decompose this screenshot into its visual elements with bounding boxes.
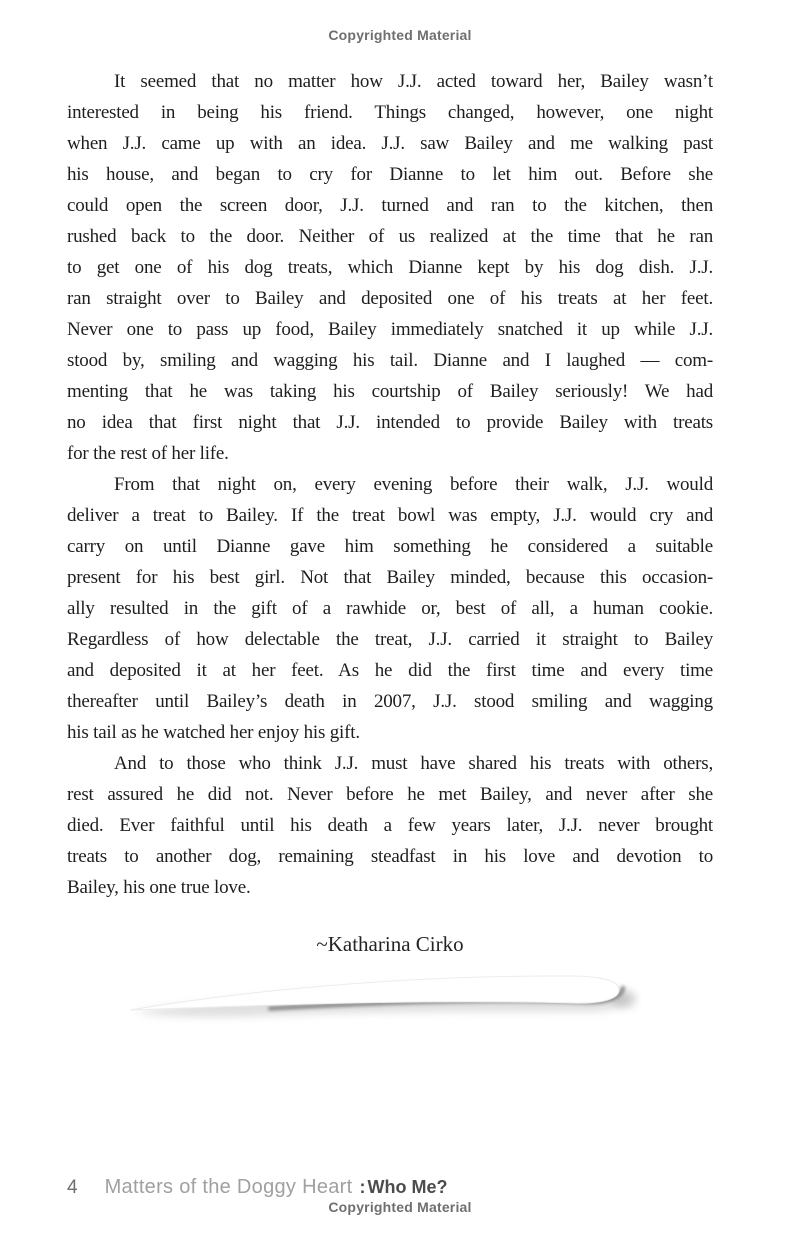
text-line: Regardless of how delectable the treat, J.J. carried it straight to Bailey — [67, 629, 713, 650]
text-line: deliver a treat to Bailey. If the treat bowl was empty, J.J. would cry and — [67, 505, 713, 526]
text-line: Bailey, his one true love. — [67, 877, 251, 898]
text-line: for the rest of her life. — [67, 443, 229, 464]
text-line: present for his best girl. Not that Bailey minded, because this occasion- — [67, 567, 713, 588]
page-footer — [67, 1176, 747, 1200]
text-line: no idea that first night that J.J. intended to provide Bailey with treats — [67, 412, 713, 433]
text-line: From that night on, every evening before their walk, J.J. would — [114, 474, 713, 495]
text-line: his house, and began to cry for Dianne to let him out. Before she — [67, 164, 713, 185]
page-number: 4 — [67, 1177, 78, 1198]
chapter-title: Who Me? — [367, 1177, 448, 1197]
copyright-notice-top: Copyrighted Material — [328, 27, 472, 43]
title-separator: : — [359, 1177, 366, 1197]
text-line: ally resulted in the gift of a rawhide or, best of all, a human cookie. — [67, 598, 713, 619]
swoosh-icon — [122, 962, 642, 1032]
text-line: when J.J. came up with an idea. J.J. saw Bailey and me walking past — [67, 133, 713, 154]
body-text — [67, 66, 713, 903]
text-line: And to those who think J.J. must have shared his treats with others, — [114, 753, 713, 774]
text-line: to get one of his dog treats, which Dianne kept by his dog dish. J.J. — [67, 257, 713, 278]
text-line: menting that he was taking his courtship of Bailey seriously! We had — [67, 381, 713, 402]
text-line: died. Ever faithful until his death a few years later, J.J. never brought — [67, 815, 713, 836]
text-line: carry on until Dianne gave him something he considered a suitable — [67, 536, 713, 557]
text-line: It seemed that no matter how J.J. acted toward her, Bailey wasn’t — [114, 71, 713, 92]
text-line: ran straight over to Bailey and deposited one of his treats at her feet. — [67, 288, 713, 309]
text-line: interested in being his friend. Things changed, however, one night — [67, 102, 713, 123]
text-line: his tail as he watched her enjoy his gift. — [67, 722, 360, 743]
text-line: thereafter until Bailey’s death in 2007, J.J. stood smiling and wagging — [67, 691, 713, 712]
text-line: could open the screen door, J.J. turned and ran to the kitchen, then — [67, 195, 713, 216]
text-line: treats to another dog, remaining steadfast in his love and devotion to — [67, 846, 713, 867]
copyright-notice-bottom: Copyrighted Material — [328, 1199, 472, 1215]
text-line: rest assured he did not. Never before he met Bailey, and never after she — [67, 784, 713, 805]
text-line: rushed back to the door. Neither of us realized at the time that he ran — [67, 226, 713, 247]
text-line: and deposited it at her feet. As he did the first time and every time — [67, 660, 713, 681]
swoosh-divider-graphic — [122, 962, 642, 1032]
attribution: ~Katharina Cirko — [316, 932, 464, 956]
text-line: Never one to pass up food, Bailey immediately snatched it up while J.J. — [67, 319, 713, 340]
book-title: Matters of the Doggy Heart — [104, 1176, 353, 1198]
text-line: stood by, smiling and wagging his tail. Dianne and I laughed — com- — [67, 350, 713, 371]
